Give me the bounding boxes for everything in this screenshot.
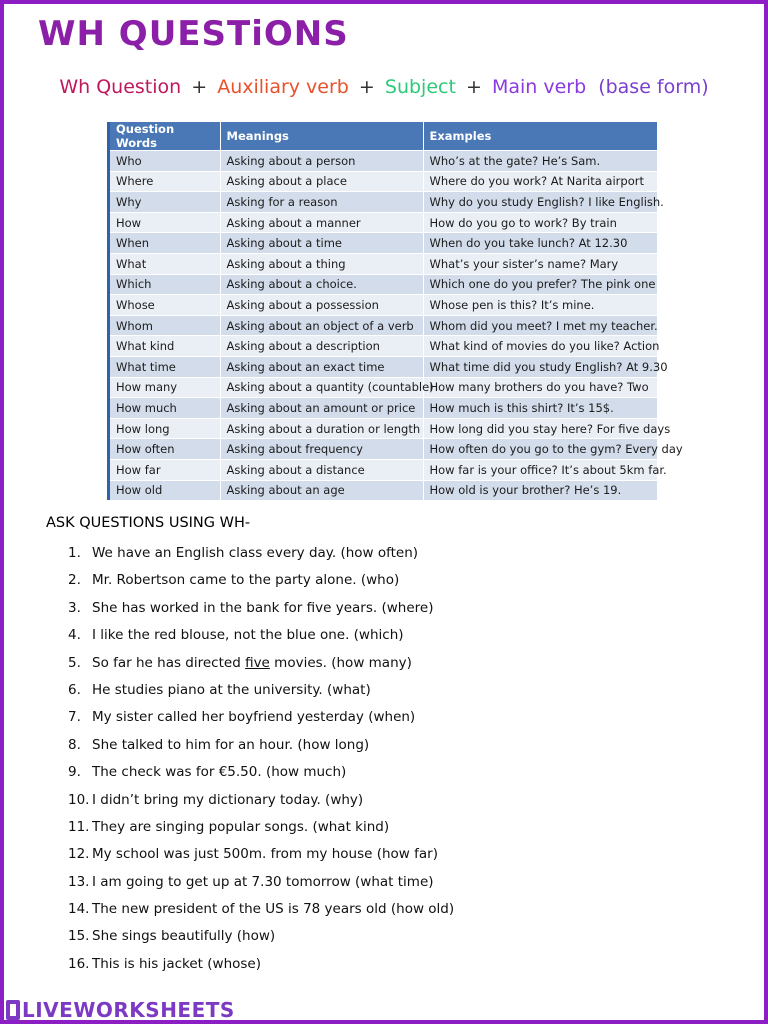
exercise-item (68, 570, 454, 597)
exercise-item-number: 2. (68, 572, 81, 589)
cell-question-word: Whom (110, 315, 220, 336)
exercise-item-text: My sister called her boyfriend yesterday (when) (92, 709, 416, 726)
cell-meaning: Asking about a duration or length (220, 418, 423, 439)
table-row (110, 171, 657, 192)
question-words-table-container (107, 122, 683, 500)
table-row (110, 212, 657, 233)
formula-subject: Subject (384, 76, 456, 98)
cell-example: What’s your sister’s name? Mary (423, 253, 657, 274)
cell-example: How long did you stay here? For five days (423, 418, 657, 439)
table-row (110, 274, 657, 295)
exercise-item-number: 11. (68, 818, 90, 835)
cell-meaning: Asking about an object of a verb (220, 315, 423, 336)
formula-main-verb: Main verb (491, 76, 587, 98)
page-title: WH QUESTiONS (38, 14, 349, 54)
question-words-table (110, 122, 683, 500)
exercise-item-text: She talked to him for an hour. (how long) (92, 736, 370, 753)
exercise-item-text-continued: movies. (how many) (269, 654, 412, 671)
cell-example: How far is your office? It’s about 5km far. (423, 459, 657, 480)
exercise-item-text: They are singing popular songs. (what kind) (92, 818, 390, 835)
exercise-item (68, 899, 454, 926)
cell-example: How many brothers do you have? Two (423, 377, 657, 398)
table-row (110, 233, 657, 254)
cell-question-word: Which (110, 274, 220, 295)
cell-question-word: Where (110, 171, 220, 192)
exercise-item-text: I like the red blouse, not the blue one. (which) (92, 627, 404, 644)
cell-meaning: Asking about a possession (220, 295, 423, 316)
cell-meaning: Asking about a choice. (220, 274, 423, 295)
exercise-item-text: She sings beautifully (how) (92, 928, 276, 945)
cell-question-word: Who (110, 151, 220, 172)
cell-example: What kind of movies do you like? Action (423, 336, 657, 357)
exercise-item-text: The check was for €5.50. (how much) (92, 764, 347, 781)
cell-meaning: Asking about frequency (220, 439, 423, 460)
table-row (110, 192, 657, 213)
exercise-item-number: 6. (68, 681, 81, 698)
header-examples: Examples (423, 122, 657, 151)
exercise-item (68, 680, 454, 707)
exercise-item-number: 7. (68, 709, 81, 726)
footer-logo-text: LIVEWORKSHEETS (22, 998, 235, 1022)
table-row (110, 151, 657, 172)
cell-question-word: When (110, 233, 220, 254)
cell-meaning: Asking about a time (220, 233, 423, 254)
table-row (110, 295, 657, 316)
cell-question-word: What time (110, 356, 220, 377)
footer-logo (6, 998, 235, 1022)
cell-question-word: Why (110, 192, 220, 213)
exercise-item-text: My school was just 500m. from my house (how far) (92, 846, 438, 863)
table-header-row (110, 122, 657, 151)
table-row (110, 418, 657, 439)
cell-meaning: Asking about a place (220, 171, 423, 192)
cell-meaning: Asking about a thing (220, 253, 423, 274)
formula-plus: + (465, 76, 482, 98)
table-row (110, 459, 657, 480)
exercise-list (68, 543, 454, 981)
table-row (110, 336, 657, 357)
exercise-item-number: 1. (68, 545, 81, 561)
exercise-item-number: 15. (68, 928, 90, 945)
exercise-item-number: 13. (68, 873, 90, 890)
table-row (110, 398, 657, 419)
liveworksheets-logo-icon (6, 1000, 20, 1020)
exercise-item-text: We have an English class every day. (how often) (92, 545, 419, 561)
cell-question-word: How long (110, 418, 220, 439)
cell-question-word: Whose (110, 295, 220, 316)
cell-question-word: How far (110, 459, 220, 480)
exercise-item (68, 844, 454, 871)
formula-plus: + (358, 76, 375, 98)
formula-wh-question: Wh Question (59, 76, 182, 98)
exercise-item (68, 954, 454, 981)
cell-example: Which one do you prefer? The pink one (423, 274, 657, 295)
header-meanings: Meanings (220, 122, 423, 151)
cell-question-word: What (110, 253, 220, 274)
cell-meaning: Asking about a manner (220, 212, 423, 233)
cell-meaning: Asking about an age (220, 480, 423, 500)
cell-example: Whose pen is this? It’s mine. (423, 295, 657, 316)
exercise-item (68, 543, 454, 570)
table-row (110, 480, 657, 500)
table-row (110, 356, 657, 377)
cell-question-word: How (110, 212, 220, 233)
cell-meaning: Asking about a distance (220, 459, 423, 480)
cell-example: Where do you work? At Narita airport (423, 171, 657, 192)
exercise-item-number: 12. (68, 846, 90, 863)
cell-example: When do you take lunch? At 12.30 (423, 233, 657, 254)
exercise-item-text: He studies piano at the university. (what) (92, 681, 371, 698)
exercise-item-number: 3. (68, 599, 81, 616)
cell-meaning: Asking about a quantity (countable) (220, 377, 423, 398)
exercise-item-number: 9. (68, 764, 81, 781)
cell-example: How often do you go to the gym? Every day (423, 439, 657, 460)
table-row (110, 377, 657, 398)
table-row (110, 315, 657, 336)
exercise-item-number: 14. (68, 901, 90, 918)
cell-example: How old is your brother? He’s 19. (423, 480, 657, 500)
exercise-item-number: 16. (68, 955, 90, 972)
formula-base-form: (base form) (598, 76, 709, 98)
exercise-item-number: 10. (68, 791, 90, 808)
exercise-item-text: I am going to get up at 7.30 tomorrow (what time) (92, 873, 434, 890)
exercise-item (68, 598, 454, 625)
cell-meaning: Asking about an exact time (220, 356, 423, 377)
exercise-item (68, 735, 454, 762)
cell-meaning: Asking for a reason (220, 192, 423, 213)
table-row (110, 439, 657, 460)
exercise-item-number: 5. (68, 654, 81, 671)
exercise-item-text: This is his jacket (whose) (92, 955, 261, 972)
cell-question-word: How many (110, 377, 220, 398)
exercise-item (68, 926, 454, 953)
cell-question-word: How often (110, 439, 220, 460)
formula-plus: + (191, 76, 208, 98)
exercise-item (68, 762, 454, 789)
exercise-item (68, 653, 454, 680)
cell-example: Whom did you meet? I met my teacher. (423, 315, 657, 336)
exercise-item-number: 8. (68, 736, 81, 753)
exercise-item (68, 817, 454, 844)
exercise-item-text: Mr. Robertson came to the party alone. (who) (92, 572, 400, 589)
cell-example: How do you go to work? By train (423, 212, 657, 233)
cell-question-word: What kind (110, 336, 220, 357)
exercise-item (68, 790, 454, 817)
cell-meaning: Asking about a description (220, 336, 423, 357)
header-question-words: Question Words (110, 122, 220, 151)
cell-question-word: How much (110, 398, 220, 419)
cell-example: How much is this shirt? It’s 15$. (423, 398, 657, 419)
exercise-item-text: So far he has directed (92, 654, 246, 671)
table-row (110, 253, 657, 274)
exercise-item-text: I didn’t bring my dictionary today. (why) (92, 791, 364, 808)
table-body (110, 151, 683, 501)
exercise-item (68, 872, 454, 899)
exercise-item (68, 707, 454, 734)
cell-question-word: How old (110, 480, 220, 500)
cell-example: Why do you study English? I like English. (423, 192, 657, 213)
cell-example: Who’s at the gate? He’s Sam. (423, 151, 657, 172)
exercise-item-text: The new president of the US is 78 years old (how old) (92, 901, 455, 918)
cell-example: What time did you study English? At 9.30 (423, 356, 657, 377)
exercise-item-number: 4. (68, 627, 81, 644)
cell-meaning: Asking about a person (220, 151, 423, 172)
exercise-item (68, 625, 454, 652)
cell-meaning: Asking about an amount or price (220, 398, 423, 419)
exercise-item-underlined-word: five (245, 654, 270, 671)
formula-auxiliary-verb: Auxiliary verb (217, 76, 349, 98)
grammar-formula (0, 76, 768, 98)
exercise-item-text: She has worked in the bank for five years. (where) (92, 599, 434, 616)
exercise-heading: ASK QUESTIONS USING WH- (46, 515, 251, 531)
